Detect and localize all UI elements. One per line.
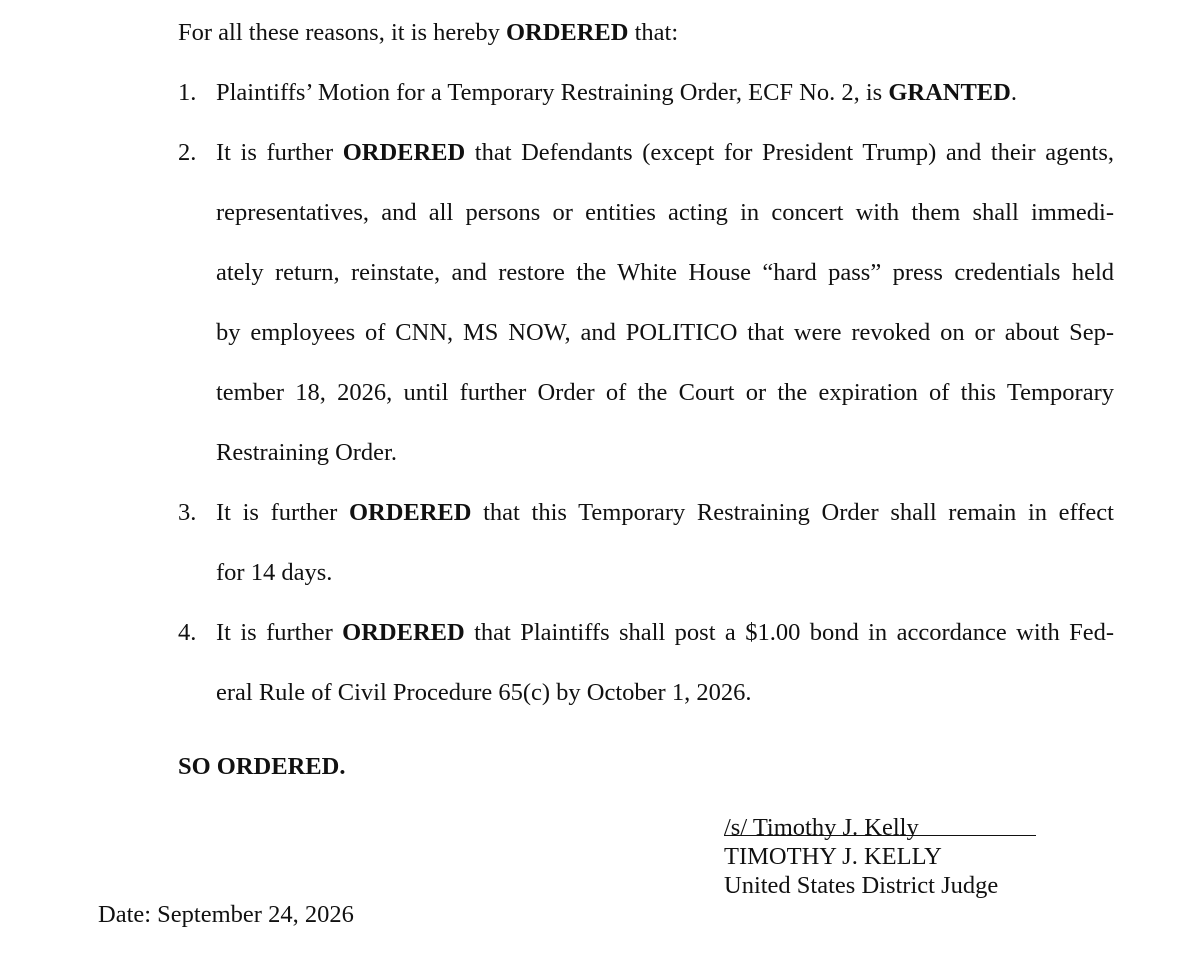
item-3-line-2: for 14 days.: [216, 559, 333, 586]
item-1-number: 1.: [178, 79, 197, 106]
item-4-ordered: ORDERED: [342, 619, 465, 646]
item-2-text-pre: It is further: [216, 139, 343, 166]
item-3-text-post: that this Temporary Restraining Order shall remain in effect: [471, 499, 1114, 526]
item-4-text-pre: It is further: [216, 619, 343, 646]
intro-text-pre: For all these reasons, it is hereby: [178, 19, 506, 46]
item-3-text-pre: It is further: [216, 499, 349, 526]
intro-text-post: that:: [628, 19, 679, 46]
item-2-line-2: representatives, and all persons or entities acting in concert with them shall immedi-: [216, 199, 1114, 226]
item-3-line-1: [216, 498, 1114, 528]
item-4-line-2: eral Rule of Civil Procedure 65(c) by October 1, 2026.: [216, 679, 752, 706]
signature-text: /s/ Timothy J. Kelly: [724, 814, 919, 841]
item-1-text-post: .: [1010, 79, 1017, 106]
item-2-number: 2.: [178, 139, 197, 166]
intro-ordered: ORDERED: [505, 19, 629, 46]
signature-line: [724, 835, 1036, 836]
item-2-text-post: that Defendants (except for President Trump) and their agents,: [465, 139, 1114, 166]
item-4-text-post: that Plaintiffs shall post a $1.00 bond in accordance with Fed-: [464, 619, 1114, 646]
order-date: Date: September 24, 2026: [98, 901, 354, 928]
item-1-granted: GRANTED: [888, 79, 1011, 106]
item-4-number: 4.: [178, 619, 197, 646]
item-3-number: 3.: [178, 499, 197, 526]
item-2-line-5: tember 18, 2026, until further Order of the Court or the expiration of this Temporary: [216, 379, 1114, 406]
so-ordered: SO ORDERED.: [178, 753, 346, 780]
item-2-ordered: ORDERED: [342, 139, 466, 166]
item-3-ordered: ORDERED: [348, 499, 472, 526]
item-2-line-6: Restraining Order.: [216, 439, 397, 466]
item-2-line-1: [216, 138, 1114, 168]
item-2-line-3: ately return, reinstate, and restore the White House “hard pass” press credentials held: [216, 259, 1114, 286]
intro-line: [178, 18, 678, 48]
item-1-text-pre: Plaintiffs’ Motion for a Temporary Restraining Order, ECF No. 2, is: [216, 79, 889, 106]
judge-title: United States District Judge: [724, 872, 999, 899]
judge-name: TIMOTHY J. KELLY: [724, 843, 942, 870]
item-2-line-4: by employees of CNN, MS NOW, and POLITICO that were revoked on or about Sep-: [216, 319, 1114, 346]
item-1-line-1: [216, 78, 1017, 108]
item-4-line-1: [216, 618, 1114, 648]
